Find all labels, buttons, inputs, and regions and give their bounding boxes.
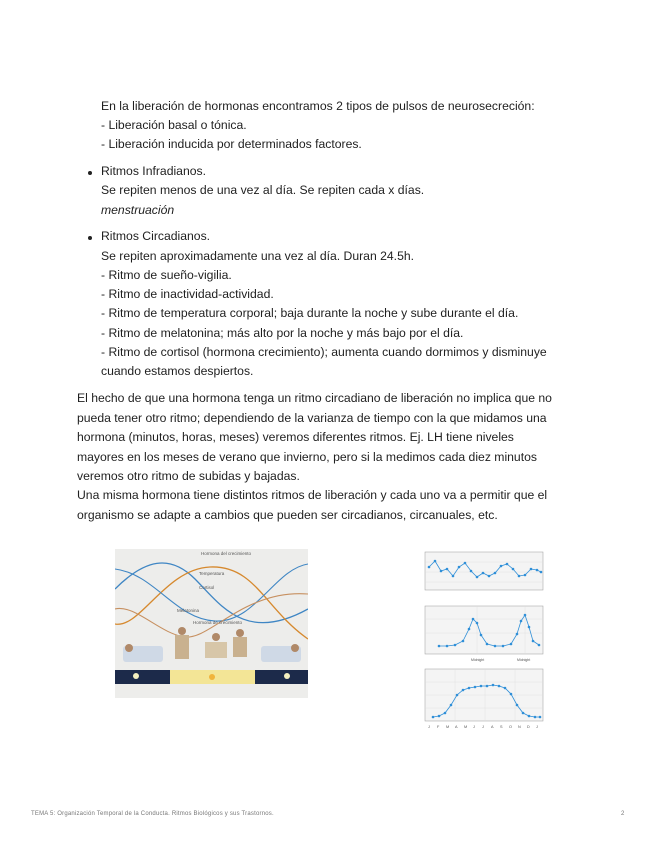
month-label: N [518, 725, 521, 729]
paragraph-line: hormona (minutos, horas, meses) veremos diferentes ritmos. Ej. LH tiene niveles [77, 430, 514, 444]
bullet-point-icon [88, 171, 92, 175]
bullet-circadianos-line: cuando estamos despiertos. [101, 364, 254, 378]
bullet-infradianos-title: Ritmos Infradianos. [101, 164, 206, 178]
month-label: J [428, 725, 430, 729]
bullet-infradianos-text: Se repiten menos de una vez al día. Se repiten cada x días. [101, 183, 425, 197]
month-label: M [446, 725, 450, 729]
panel2-xlabel: Midnight [517, 658, 531, 662]
curve-label: Temperatura [199, 571, 225, 576]
month-label: A [491, 725, 494, 729]
month-label: F [437, 725, 440, 729]
panel2-xlabel: Midnight [471, 658, 485, 662]
bullet-circadianos-title: Ritmos Circadianos. [101, 229, 211, 243]
bullet-circadianos-line: - Ritmo de temperatura corporal; baja durante la noche y sube durante el día. [101, 306, 519, 320]
paragraph-line: veremos otro ritmo de subidas y bajadas. [77, 469, 300, 483]
page-number: 2 [621, 811, 625, 817]
footer-title: TEMA 5: Organización Temporal de la Conducta. Ritmos Biológicos y sus Trastornos. [31, 811, 274, 817]
paragraph-line: organismo se adapte a cambios que pueden ser circadianos, circanuales, etc. [77, 508, 498, 522]
paragraph-line: mayores en los meses de verano que invierno, pero si la medimos cada diez minutos [77, 450, 537, 464]
curve-label: Hormona del crecimiento [201, 551, 252, 556]
bullet-circadianos-line: - Ritmo de melatonina; más alto por la noche y más bajo por el día. [101, 326, 464, 340]
intro-line-3: - Liberación inducida por determinados factores. [101, 137, 362, 151]
intro-line-1: En la liberación de hormonas encontramos 2 tipos de pulsos de neurosecreción: [101, 99, 535, 113]
figure-circadian-hormones [115, 549, 308, 698]
month-label: O [509, 725, 512, 729]
month-label: M [464, 725, 468, 729]
bullet-infradianos-example: menstruación [101, 203, 175, 217]
bullet-circadianos-line: - Ritmo de cortisol (hormona crecimiento); aumenta cuando dormimos y disminuye [101, 345, 547, 359]
bullet-circadianos-line: Se repiten aproximadamente una vez al día. Duran 24.5h. [101, 249, 415, 263]
paragraph-line: pueda tener otro ritmo; dependiendo de la varianza de tiempo con la que midamos una [77, 411, 547, 425]
month-label: D [527, 725, 530, 729]
month-label: J [536, 725, 538, 729]
curve-label: Melatonina [177, 608, 200, 613]
curve-label: Hormona de crecimiento [193, 620, 243, 625]
hormone-rhythm-plots [397, 549, 548, 731]
circadian-hormones-illustration [115, 549, 308, 698]
bullet-circadianos-line: - Ritmo de sueño-vigilia. [101, 268, 232, 282]
month-label: J [473, 725, 475, 729]
bullet-circadianos-line: - Ritmo de inactividad-actividad. [101, 287, 274, 301]
month-label: S [500, 725, 503, 729]
curve-label: Cortisol [199, 585, 215, 590]
figure-hormone-plots [397, 549, 548, 731]
month-label: A [455, 725, 458, 729]
month-label: J [482, 725, 484, 729]
paragraph-line: Una misma hormona tiene distintos ritmos de liberación y cada uno va a permitir que el [77, 488, 548, 502]
paragraph-line: El hecho de que una hormona tenga un ritmo circadiano de liberación no implica que no [77, 391, 552, 405]
intro-line-2: - Liberación basal o tónica. [101, 118, 247, 132]
bullet-point-icon [88, 236, 92, 240]
